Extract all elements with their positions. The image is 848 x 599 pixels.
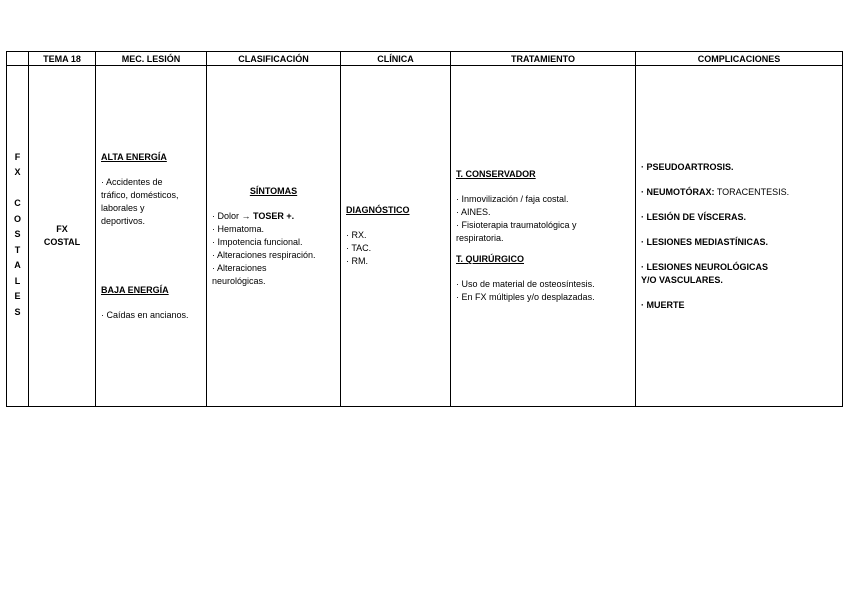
letter: L bbox=[14, 275, 21, 286]
sintoma-line: · Hematoma. bbox=[212, 223, 265, 234]
letter: C bbox=[14, 198, 21, 209]
complicacion-pseudoartrosis: · PSEUDOARTROSIS. bbox=[641, 161, 734, 172]
letter bbox=[7, 182, 28, 198]
letter: F bbox=[14, 151, 21, 162]
tratamiento-line: · Inmovilización / faja costal. bbox=[456, 194, 569, 204]
tratamiento-line: · Fisioterapia traumatológica y bbox=[456, 220, 577, 230]
letter: S bbox=[14, 306, 21, 317]
sintoma-line: · Alteraciones respiración. bbox=[212, 249, 316, 260]
sintomas-title: SÍNTOMAS bbox=[249, 185, 298, 196]
neumotorax-label: · NEUMOTÓRAX: bbox=[641, 186, 715, 197]
tratamiento-line: · AINES. bbox=[456, 207, 491, 217]
complicacion-neurologicas: · LESIONES NEUROLÓGICAS bbox=[641, 261, 769, 272]
letter: O bbox=[13, 213, 21, 224]
dolor-prefix: · Dolor → bbox=[212, 210, 254, 221]
letter: E bbox=[14, 291, 21, 302]
sintoma-line: · Alteraciones bbox=[212, 262, 267, 273]
header-tratamiento: TRATAMIENTO bbox=[451, 52, 636, 66]
neumotorax-tratamiento: TORACENTESIS. bbox=[714, 186, 790, 197]
tratamiento-cell bbox=[451, 66, 636, 407]
mec-lesion-cell bbox=[96, 66, 207, 407]
letter: S bbox=[14, 229, 21, 240]
body-row bbox=[7, 66, 843, 407]
vertical-title bbox=[7, 66, 29, 407]
quirurgico-title: T. QUIRÚRGICO bbox=[456, 254, 525, 264]
complicacion-mediastinicas: · LESIONES MEDIASTÍNICAS. bbox=[641, 236, 769, 247]
complicacion-muerte: · MUERTE bbox=[641, 299, 685, 310]
tema-line: FX bbox=[56, 224, 68, 234]
tema-line: COSTAL bbox=[43, 237, 81, 247]
mec-line: laborales y bbox=[101, 202, 145, 213]
conservador-title: T. CONSERVADOR bbox=[456, 169, 536, 179]
mec-line: · Caídas en ancianos. bbox=[101, 309, 189, 320]
dolor-emphasis: TOSER +. bbox=[253, 210, 295, 221]
tema-cell bbox=[29, 66, 96, 407]
letter: A bbox=[14, 260, 21, 271]
tratamiento-line: · En FX múltiples y/o desplazadas. bbox=[456, 292, 595, 302]
mec-line: tráfico, domésticos, bbox=[101, 189, 179, 200]
clasificacion-cell bbox=[207, 66, 341, 407]
summary-table bbox=[6, 51, 843, 407]
complicaciones-cell bbox=[636, 66, 843, 407]
sintoma-line: neurológicas. bbox=[212, 275, 266, 286]
alta-energia-title: ALTA ENERGÍA bbox=[101, 151, 167, 162]
diagnostico-line: · RX. bbox=[346, 230, 367, 240]
sintoma-line bbox=[212, 210, 335, 223]
mec-line: deportivos. bbox=[101, 215, 146, 226]
complicacion-neumotorax bbox=[641, 186, 837, 199]
letter: X bbox=[14, 167, 21, 178]
diagnostico-title: DIAGNÓSTICO bbox=[346, 205, 410, 215]
tratamiento-line: · Uso de material de osteosíntesis. bbox=[456, 279, 595, 289]
sintoma-line: · Impotencia funcional. bbox=[212, 236, 303, 247]
letter: T bbox=[14, 244, 21, 255]
clinica-cell bbox=[341, 66, 451, 407]
mec-line: · Accidentes de bbox=[101, 176, 163, 187]
header-row bbox=[7, 52, 843, 66]
tratamiento-line: respiratoria. bbox=[456, 233, 504, 243]
header-complicaciones: COMPLICACIONES bbox=[636, 52, 843, 66]
complicacion-vasculares: Y/O VASCULARES. bbox=[641, 274, 723, 285]
diagnostico-line: · TAC. bbox=[346, 243, 372, 253]
baja-energia-title: BAJA ENERGÍA bbox=[101, 284, 169, 295]
header-tema: TEMA 18 bbox=[29, 52, 96, 66]
complicacion-visceras: · LESIÓN DE VÍSCERAS. bbox=[641, 211, 747, 222]
header-clinica: CLÍNICA bbox=[341, 52, 451, 66]
corner-cell bbox=[7, 52, 29, 66]
header-clasificacion: CLASIFICACIÓN bbox=[207, 52, 341, 66]
diagnostico-line: · RM. bbox=[346, 256, 368, 266]
header-mec-lesion: MEC. LESIÓN bbox=[96, 52, 207, 66]
